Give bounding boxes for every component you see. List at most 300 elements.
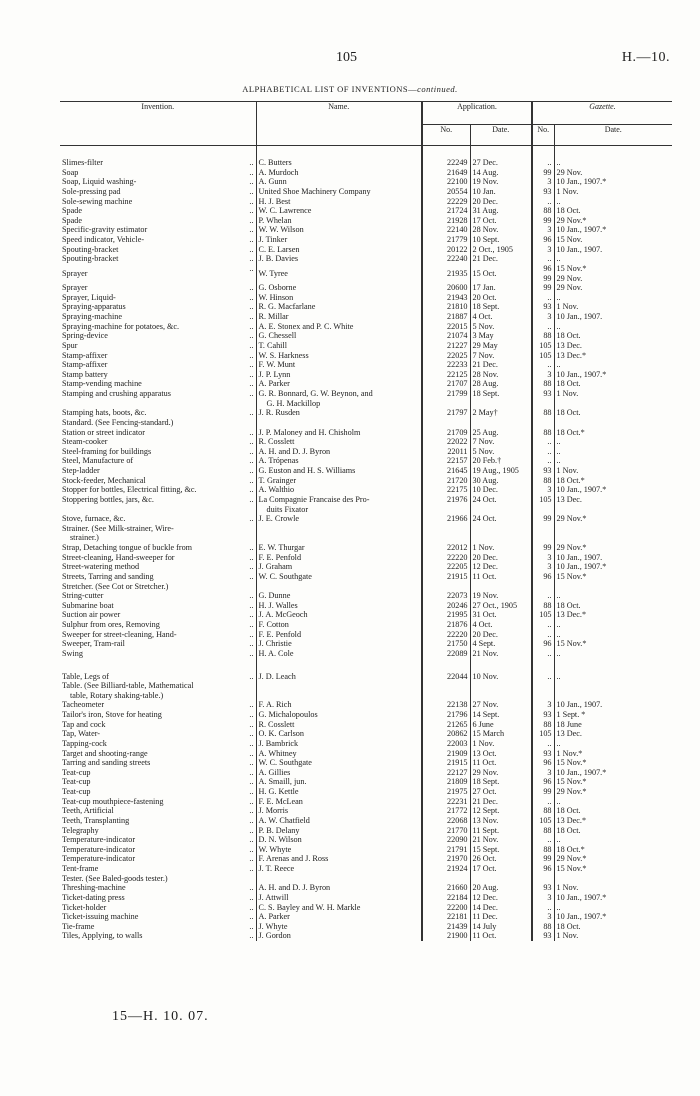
invention-cell xyxy=(60,893,256,903)
invention-cell xyxy=(60,903,256,913)
invention-cell xyxy=(60,543,256,553)
application-number: 22240 xyxy=(422,254,470,264)
gazette-number: .. xyxy=(532,158,554,168)
table-row xyxy=(60,681,672,691)
name-cell xyxy=(256,206,422,216)
invention-cell xyxy=(60,466,256,476)
gazette-date xyxy=(554,533,672,543)
application-number: 21649 xyxy=(422,168,470,178)
application-date xyxy=(470,874,532,884)
name-cell xyxy=(256,749,422,759)
invention-text: Teat-cup mouthpiece-fastening xyxy=(62,796,164,806)
table-row xyxy=(60,854,672,864)
name-text: G. Dunne xyxy=(258,591,291,601)
gazette-number: 99 xyxy=(532,787,554,797)
name-text: G. R. Bonnard, G. W. Beynon, and xyxy=(258,389,373,398)
gazette-number: 3 xyxy=(532,700,554,710)
leader-dots: .. xyxy=(249,292,254,302)
table-row xyxy=(60,187,672,197)
gazette-date: 18 Oct. xyxy=(554,206,672,216)
name-cell xyxy=(256,620,422,630)
header-name: Name. xyxy=(256,102,422,146)
invention-text: Street-watering method xyxy=(62,562,140,572)
gazette-date: 13 Dec. xyxy=(554,729,672,739)
invention-cell xyxy=(60,216,256,226)
invention-text: Stoppering bottles, jars, &c. xyxy=(62,494,154,504)
invention-text: Spring-device xyxy=(62,331,108,341)
gazette-number: 88 xyxy=(532,922,554,932)
name-cell xyxy=(256,293,422,303)
table-row xyxy=(60,533,672,543)
leader-dots: .. xyxy=(249,244,254,254)
invention-cell xyxy=(60,254,256,264)
gazette-number: 105 xyxy=(532,816,554,826)
gazette-number xyxy=(532,681,554,691)
name-cell xyxy=(256,864,422,874)
name-cell xyxy=(256,514,422,524)
leader-dots: .. xyxy=(249,379,254,389)
invention-text: Streets, Tarring and sanding xyxy=(62,571,154,581)
name-text: H. J. Walles xyxy=(258,600,298,610)
application-number: 21915 xyxy=(422,572,470,582)
table-row xyxy=(60,312,672,322)
invention-text: Teeth, Artificial xyxy=(62,806,114,816)
header-gaz-no: No. xyxy=(532,125,554,146)
invention-text: Spraying-machine for potatoes, &c. xyxy=(62,321,180,331)
table-row xyxy=(60,572,672,582)
gazette-date: 1 Sept. * xyxy=(554,710,672,720)
gazette-date: 18 Oct. xyxy=(554,408,672,418)
application-number xyxy=(422,691,470,701)
application-number: 21645 xyxy=(422,466,470,476)
invention-cell xyxy=(60,922,256,932)
invention-cell xyxy=(60,620,256,630)
name-text: F. Cotton xyxy=(258,620,289,629)
application-number: 22220 xyxy=(422,630,470,640)
name-cell xyxy=(256,485,422,495)
invention-cell xyxy=(60,777,256,787)
table-row xyxy=(60,582,672,592)
name-cell xyxy=(256,835,422,845)
invention-cell xyxy=(60,826,256,836)
gazette-date: .. xyxy=(554,254,672,264)
gazette-date: .. xyxy=(554,293,672,303)
gazette-number-2: 99 xyxy=(543,273,552,283)
table-row xyxy=(60,591,672,601)
invention-cell xyxy=(60,681,256,691)
invention-text: Threshing-machine xyxy=(62,883,126,893)
application-date: 6 June xyxy=(470,720,532,730)
application-date: 31 Aug. xyxy=(470,206,532,216)
table-row xyxy=(60,379,672,389)
invention-text: Temperature-indicator xyxy=(62,835,136,845)
invention-text: Sprayer xyxy=(62,268,88,278)
gazette-number: 105 xyxy=(532,351,554,361)
application-date: 29 May xyxy=(470,341,532,351)
invention-cell xyxy=(60,710,256,720)
name-cell xyxy=(256,533,422,543)
leader-dots: .. xyxy=(249,600,254,610)
name-cell xyxy=(256,543,422,553)
invention-cell xyxy=(60,187,256,197)
table-row xyxy=(60,903,672,913)
invention-text: Table. (See Billiard-table, Mathematical xyxy=(62,681,194,691)
gazette-date: .. xyxy=(554,447,672,457)
invention-text: Tailor's iron, Stove for heating xyxy=(62,710,162,719)
name-cell xyxy=(256,466,422,476)
gazette-date: 18 Oct. xyxy=(554,379,672,389)
leader-dots: .. xyxy=(249,825,254,835)
invention-cell xyxy=(60,806,256,816)
table-row xyxy=(60,495,672,514)
invention-text: Telegraphy xyxy=(62,825,99,835)
application-date: 11 Sept. xyxy=(470,826,532,836)
invention-cell xyxy=(60,739,256,749)
gazette-date: 29 Nov.* xyxy=(554,216,672,226)
table-row xyxy=(60,672,672,682)
invention-text: Stamp-vending machine xyxy=(62,379,142,389)
invention-cell xyxy=(60,514,256,524)
name-text: F. A. Rich xyxy=(258,700,292,710)
invention-text: Specific-gravity estimator xyxy=(62,225,148,235)
invention-cell xyxy=(60,931,256,941)
invention-cell xyxy=(60,874,256,884)
name-cell xyxy=(256,931,422,941)
name-text: F. E. Penfold xyxy=(258,629,302,639)
table-row xyxy=(60,447,672,457)
invention-text: Stamping hats, boots, &c. xyxy=(62,408,147,418)
leader-dots: .. xyxy=(249,206,254,216)
application-number: 21924 xyxy=(422,864,470,874)
application-number: 21797 xyxy=(422,408,470,418)
invention-cell xyxy=(60,437,256,447)
name-text: J. E. Crowle xyxy=(258,514,299,524)
application-date: 24 Oct. xyxy=(470,514,532,524)
leader-dots: .. xyxy=(249,610,254,620)
gazette-date: 18 Oct. xyxy=(554,806,672,816)
name-cell xyxy=(256,235,422,245)
name-cell xyxy=(256,739,422,749)
table-row xyxy=(60,931,672,941)
name-cell xyxy=(256,601,422,611)
application-date: 15 Sept. xyxy=(470,845,532,855)
name-text: A. H. and D. J. Byron xyxy=(258,883,331,893)
invention-cell xyxy=(60,553,256,563)
application-number: 22044 xyxy=(422,672,470,682)
name-cell xyxy=(256,437,422,447)
invention-text: Stamp-affixer xyxy=(62,350,108,360)
name-cell xyxy=(256,729,422,739)
name-text: R. Cosslett xyxy=(258,719,295,729)
name-cell xyxy=(256,826,422,836)
gazette-date xyxy=(554,874,672,884)
table-row xyxy=(60,845,672,855)
table-row xyxy=(60,254,672,264)
invention-text: Stamp battery xyxy=(62,369,108,379)
invention-cell xyxy=(60,787,256,797)
name-cell xyxy=(256,476,422,486)
table-row xyxy=(60,864,672,874)
name-text: United Shoe Machinery Company xyxy=(258,186,371,196)
gazette-date: 10 Jan., 1907.* xyxy=(554,177,672,187)
name-cell xyxy=(256,158,422,168)
invention-cell xyxy=(60,912,256,922)
gazette-date: 1 Nov. xyxy=(554,302,672,312)
application-number: 22200 xyxy=(422,903,470,913)
gazette-number: 93 xyxy=(532,187,554,197)
gazette-number: .. xyxy=(532,903,554,913)
application-number: 21227 xyxy=(422,341,470,351)
name-text-continued: G. H. Mackillop xyxy=(266,398,321,408)
application-date: 1 Nov. xyxy=(470,739,532,749)
name-text: T. Cahill xyxy=(258,340,287,350)
gazette-date: 29 Nov.* xyxy=(554,543,672,553)
name-cell xyxy=(256,168,422,178)
leader-dots: .. xyxy=(249,254,254,264)
gazette-number xyxy=(532,524,554,534)
header-app-no: No. xyxy=(422,125,470,146)
application-number: 21976 xyxy=(422,495,470,514)
invention-cell xyxy=(60,158,256,168)
application-date: 17 Oct. xyxy=(470,216,532,226)
name-cell xyxy=(256,816,422,826)
gazette-number-1: 96 xyxy=(543,263,552,273)
application-number: 21772 xyxy=(422,806,470,816)
application-date: 14 July xyxy=(470,922,532,932)
invention-cell xyxy=(60,797,256,807)
application-number: 22090 xyxy=(422,835,470,845)
name-text: J. Whyte xyxy=(258,921,288,931)
name-cell xyxy=(256,360,422,370)
leader-dots: .. xyxy=(249,671,254,681)
table-row xyxy=(60,874,672,884)
application-date: 7 Nov. xyxy=(470,351,532,361)
invention-cell xyxy=(60,341,256,351)
name-cell xyxy=(256,197,422,207)
invention-text: Steam-cooker xyxy=(62,437,108,447)
name-text: G. Chessell xyxy=(258,331,297,341)
gazette-number: 3 xyxy=(532,370,554,380)
name-cell xyxy=(256,302,422,312)
name-text: A. W. Chatfield xyxy=(258,815,310,825)
application-number: 21909 xyxy=(422,749,470,759)
table-row xyxy=(60,720,672,730)
gazette-date: 15 Nov.* xyxy=(554,777,672,787)
table-row xyxy=(60,485,672,495)
table-row xyxy=(60,418,672,428)
gazette-number: 99 xyxy=(532,216,554,226)
name-text: J. Gordon xyxy=(258,931,291,941)
application-number: 22012 xyxy=(422,543,470,553)
leader-dots: .. xyxy=(249,864,254,873)
application-number: 21995 xyxy=(422,610,470,620)
application-date: 10 Sept. xyxy=(470,235,532,245)
name-text: A. H. and D. J. Byron xyxy=(258,446,331,456)
invention-cell xyxy=(60,331,256,341)
table-row xyxy=(60,620,672,630)
invention-cell xyxy=(60,293,256,303)
invention-text: Tiles, Applying, to walls xyxy=(62,931,143,941)
leader-dots: .. xyxy=(249,629,254,639)
invention-text: Spur xyxy=(62,340,78,350)
application-number: 22015 xyxy=(422,322,470,332)
gazette-date: 13 Dec. xyxy=(554,341,672,351)
gazette-number: .. xyxy=(532,620,554,630)
table-row xyxy=(60,562,672,572)
table-row xyxy=(60,360,672,370)
gazette-date: 10 Jan., 1907.* xyxy=(554,225,672,235)
gazette-date: 15 Nov.* xyxy=(554,639,672,649)
application-number: 22073 xyxy=(422,591,470,601)
table-row xyxy=(60,700,672,710)
table-row xyxy=(60,437,672,447)
application-number: 20246 xyxy=(422,601,470,611)
name-text: W. C. Southgate xyxy=(258,758,312,768)
application-date: 4 Oct. xyxy=(470,312,532,322)
gazette-number: 99 xyxy=(532,543,554,553)
gazette-date: 1 Nov.* xyxy=(554,749,672,759)
invention-text: Soap, Liquid washing- xyxy=(62,177,137,187)
invention-text: Strap, Detaching tongue of buckle from xyxy=(62,543,193,552)
invention-text: Table, Legs of xyxy=(62,671,109,681)
gazette-number: .. xyxy=(532,672,554,682)
leader-dots: .. xyxy=(249,235,254,244)
name-text: J. P. Maloney and H. Chisholm xyxy=(258,427,361,437)
name-cell xyxy=(256,787,422,797)
gazette-date: .. xyxy=(554,620,672,630)
invention-text: Slimes-filter xyxy=(62,158,103,167)
gazette-date: 1 Nov. xyxy=(554,389,672,408)
gazette-number: .. xyxy=(532,322,554,332)
gazette-number: 88 xyxy=(532,331,554,341)
application-number: 22025 xyxy=(422,351,470,361)
leader-dots: .. xyxy=(249,648,254,658)
invention-cell xyxy=(60,379,256,389)
application-number: 21970 xyxy=(422,854,470,864)
application-number: 21966 xyxy=(422,514,470,524)
application-date: 10 Dec. xyxy=(470,485,532,495)
name-cell xyxy=(256,806,422,816)
invention-cell xyxy=(60,768,256,778)
gazette-date: .. xyxy=(554,835,672,845)
application-number: 21791 xyxy=(422,845,470,855)
gazette-number: 88 xyxy=(532,806,554,816)
invention-cell xyxy=(60,700,256,710)
leader-dots: .. xyxy=(249,167,254,177)
name-cell xyxy=(256,312,422,322)
header-gaz-date: Date. xyxy=(554,125,672,146)
name-cell xyxy=(256,591,422,601)
invention-cell xyxy=(60,864,256,874)
invention-cell xyxy=(60,630,256,640)
name-text: W. Whyte xyxy=(258,844,292,854)
application-date: 17 Oct. xyxy=(470,864,532,874)
gazette-date: 29 Nov. xyxy=(554,168,672,178)
table-row xyxy=(60,610,672,620)
leader-dots: .. xyxy=(249,456,254,466)
gazette-number: .. xyxy=(532,630,554,640)
invention-cell xyxy=(60,816,256,826)
invention-cell xyxy=(60,845,256,855)
table-row xyxy=(60,341,672,351)
gazette-number: 88 xyxy=(532,826,554,836)
name-cell xyxy=(256,610,422,620)
leader-dots: .. xyxy=(249,777,254,787)
application-number: 21809 xyxy=(422,777,470,787)
leader-dots: .. xyxy=(249,466,254,475)
gazette-date xyxy=(554,582,672,592)
gazette-date: .. xyxy=(554,591,672,601)
gazette-number: .. xyxy=(532,649,554,659)
invention-text: Stretcher. (See Cot or Stretcher.) xyxy=(62,581,169,591)
table-row xyxy=(60,758,672,768)
leader-dots: .. xyxy=(249,312,254,321)
invention-text: String-cutter xyxy=(62,591,104,601)
invention-text: Stamping and crushing apparatus xyxy=(62,389,171,398)
application-date: 27 Dec. xyxy=(470,158,532,168)
name-text: R. G. Macfarlane xyxy=(258,302,316,312)
application-number: 21876 xyxy=(422,620,470,630)
table-row xyxy=(60,639,672,649)
application-number: 22205 xyxy=(422,562,470,572)
application-number: 22100 xyxy=(422,177,470,187)
leader-dots: .. xyxy=(249,835,254,845)
gazette-date: .. xyxy=(554,903,672,913)
gazette-date: 13 Dec. xyxy=(554,495,672,514)
name-text: C. S. Bayley and W. H. Markle xyxy=(258,902,361,912)
name-cell xyxy=(256,418,422,428)
invention-cell xyxy=(60,749,256,759)
name-text: P. B. Delany xyxy=(258,825,300,835)
invention-cell xyxy=(60,225,256,235)
name-text: W. C. Southgate xyxy=(258,571,312,581)
leader-dots: .. xyxy=(249,892,254,902)
application-number xyxy=(422,874,470,884)
application-date: 12 Dec. xyxy=(470,562,532,572)
gazette-date: 10 Jan., 1907.* xyxy=(554,485,672,495)
leader-dots: .. xyxy=(249,177,254,187)
application-date: 14 Aug. xyxy=(470,168,532,178)
name-cell xyxy=(256,922,422,932)
gazette-date: .. xyxy=(554,360,672,370)
application-date: 18 Sept. xyxy=(470,389,532,408)
document-code: H.—10. xyxy=(621,50,670,65)
application-date xyxy=(470,582,532,592)
name-cell xyxy=(256,874,422,884)
leader-dots: .. xyxy=(249,552,254,562)
name-text: La Compagnie Francaise des Pro- xyxy=(258,494,370,504)
name-text: J. Graham xyxy=(258,562,293,572)
gazette-number xyxy=(532,582,554,592)
table-row xyxy=(60,806,672,816)
leader-dots: .. xyxy=(249,331,254,341)
leader-dots: .. xyxy=(249,700,254,710)
invention-text: Tap and cock xyxy=(62,719,106,729)
name-cell xyxy=(256,216,422,226)
name-cell xyxy=(256,681,422,691)
application-number: 22068 xyxy=(422,816,470,826)
gazette-date: .. xyxy=(554,197,672,207)
application-date: 13 Oct. xyxy=(470,749,532,759)
name-text: W. S. Harkness xyxy=(258,350,309,360)
invention-text: Spouting-bracket xyxy=(62,254,119,264)
leader-dots: .. xyxy=(249,787,254,796)
application-date: 4 Sept. xyxy=(470,639,532,649)
gazette-number: 105 xyxy=(532,495,554,514)
leader-dots: .. xyxy=(249,571,254,581)
invention-cell xyxy=(60,206,256,216)
invention-cell xyxy=(60,428,256,438)
